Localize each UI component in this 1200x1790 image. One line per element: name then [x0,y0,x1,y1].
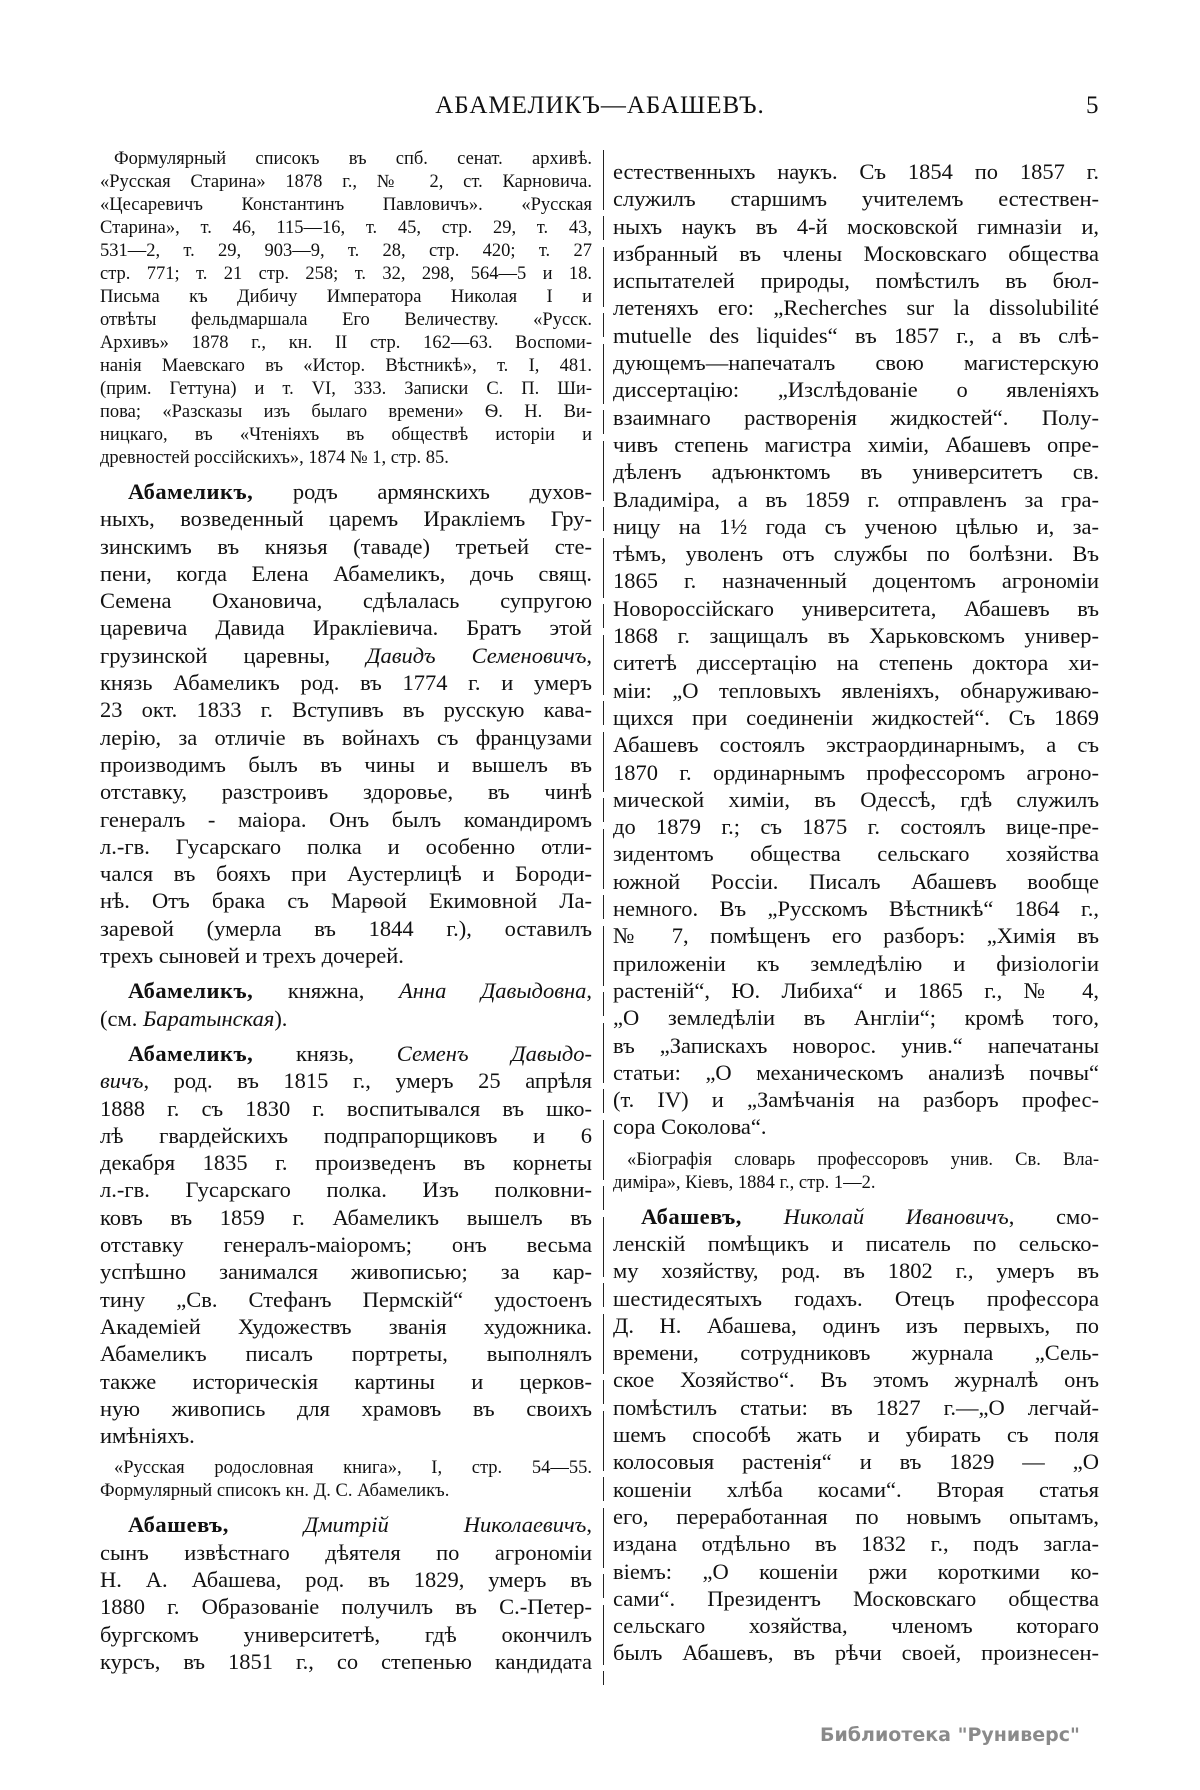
text-run: времени, сотрудниковъ журнала „Сель- [613,1340,1099,1366]
text-line [100,1176,592,1203]
text-run: царевича Давида Ираклiевича. Братъ этой [100,615,592,641]
text-line [613,622,1099,649]
text-line [100,1122,592,1149]
text-run: 1880 г. Образованіе получилъ въ С.-Петер- [100,1594,592,1620]
text-line [613,294,1099,321]
text-line [613,376,1099,403]
italic-name: вичъ [100,1068,144,1094]
text-run: віемъ: „О кошеніи ржи короткими ко- [613,1558,1099,1584]
text-line [100,887,592,914]
text-run: Старина», т. 46, 115—16, т. 45, стр. 29, т. 43, [100,218,592,238]
text-line [613,1639,1099,1666]
text-line [613,1394,1099,1421]
text-run: № 7, помѣщенъ его разборъ: „Химія въ [613,923,1099,949]
article-paragraph [613,1203,1099,1667]
text-line [100,332,592,355]
text-run: 1870 г. ординарнымъ профессоромъ агроно- [613,759,1099,785]
text-run: Новороссійскаго университета, Абашевъ въ [613,595,1099,621]
text-line [100,942,592,969]
text-run: его, переработанная по новымъ опытамъ, [613,1503,1099,1529]
text-run: отвѣты фельдмаршала Его Величеству. «Русск. [100,310,592,330]
text-run: избранный въ члены Московскаго общества [613,240,1099,266]
text-line [613,950,1099,977]
text-line [613,404,1099,431]
entry-headword: Абамеликъ, [128,479,254,504]
text-run: mutuelle des liquides“ въ 1857 г., а въ слѣ- [613,322,1099,348]
entry-headword: Абашевъ, [128,1512,229,1538]
text-line [100,1258,592,1285]
article-paragraph [100,1040,592,1449]
text-line [100,806,592,833]
text-run: Д. Н. Абашева, одинъ изъ первыхъ, по [613,1312,1099,1338]
text-run: издана отдѣльно въ 1832 г., подъ загла- [613,1531,1099,1557]
text-line [613,540,1099,567]
reference-note [100,1457,592,1503]
text-line [613,486,1099,513]
text-run: чался въ бояхъ при Аустерлицѣ и Бороди- [100,861,592,887]
text-line [613,1312,1099,1339]
text-line [100,505,592,532]
text-run: лѣ гвардейскихъ подпрапорщиковъ и 6 [100,1122,592,1148]
text-run: л.-гв. Гусарскаго полка и особенно отли- [100,833,592,859]
text-line [100,217,592,240]
text-line [100,1095,592,1122]
text-line [100,560,592,587]
text-line [100,1457,592,1480]
italic-name: Давидъ Семеновичъ [366,642,587,668]
page-header-title: АБАМЕЛИКЪ—АБАШЕВЪ. [435,92,765,119]
left-column [100,148,592,1675]
right-column [613,158,1099,1667]
text-line [613,922,1099,949]
text-line [100,587,592,614]
text-run: «Біографія словарь профессоровъ унив. Св. Вла- [627,1149,1099,1170]
text-run: нѣ. Отъ брака съ Марѳой Екимовной Ла- [100,888,592,914]
text-run: Академіей Художествъ званія художника. [100,1313,592,1339]
text-line [100,724,592,751]
text-run: сора Соколова“. [613,1114,767,1140]
text-run: въ „Запискахъ новорос. унив.“ напечатаны [613,1032,1099,1058]
text-line [100,1621,592,1648]
text-line [613,595,1099,622]
text-line [613,1612,1099,1639]
text-line [100,1648,592,1675]
italic-name: Семенъ Давыдо- [396,1040,592,1066]
text-run: Письма къ Дибичу Императора Николая I и [100,287,592,307]
text-line [613,895,1099,922]
text-run: бургскомъ университетѣ, гдѣ окончилъ [100,1621,592,1647]
text-run: до 1879 г.; съ 1875 г. состоялъ вице-пре- [613,814,1099,840]
entry-headword: Абамеликъ, [128,1040,254,1066]
column-divider [603,150,604,1685]
text-run: ). [274,1005,288,1031]
text-line [613,1585,1099,1612]
text-line [100,1040,592,1067]
text-line [613,567,1099,594]
text-line [100,751,592,778]
text-line [613,1113,1099,1140]
text-line [613,213,1099,240]
text-run: ское Хозяйство“. Въ этомъ журналѣ онъ [613,1367,1099,1393]
text-line [613,1421,1099,1448]
reference-note [100,148,592,470]
text-line [100,194,592,217]
text-line [100,355,592,378]
text-run: колосовыя растенія“ и въ 1829 — „О [613,1449,1099,1475]
text-line [100,1149,592,1176]
text-line [613,158,1099,185]
text-run: грузинской царевны, [100,642,367,668]
text-run: испытателей природы, помѣстилъ въ бюл- [613,268,1099,294]
italic-name: Дмитрій Николаевичъ [303,1512,587,1538]
text-run: (т. IV) и „Замѣчанія на разборъ профес- [613,1087,1099,1113]
text-line [100,1067,592,1094]
text-line [100,1511,592,1538]
text-line [100,1368,592,1395]
text-line [100,669,592,696]
text-line [613,1149,1099,1172]
text-run: нанія Маевскаго въ «Истор. Вѣстникѣ», т. I, 481. [100,356,592,376]
text-line [100,171,592,194]
entry-headword: Абашевъ, [641,1203,742,1229]
text-run: немного. Въ „Русскомъ Вѣстникѣ“ 1864 г., [613,896,1099,922]
text-line [100,1422,592,1449]
text-line [100,833,592,860]
text-run: шестидесятыхъ годахъ. Отецъ профессора [613,1285,1099,1311]
text-line [613,1086,1099,1113]
text-run: отставку генералъ-маіоромъ; онъ весьма [100,1232,592,1258]
text-line [613,677,1099,704]
text-run: „О земледѣліи въ Англіи“; кромѣ того, [613,1005,1099,1031]
library-watermark: Библиотека "Руниверс" [820,1724,1080,1746]
text-run: курсъ, въ 1851 г., со степенью кандидата [100,1648,592,1674]
text-run: Архивъ» 1878 г., кн. II стр. 162—63. Воспоми- [100,333,592,353]
text-line [613,759,1099,786]
text-line [613,731,1099,758]
text-run: сельскаго хозяйства, членомъ котораго [613,1613,1099,1639]
text-run: сами“. Президентъ Московскаго общества [613,1585,1099,1611]
text-run: Н. А. Абашева, род. въ 1829, умеръ въ [100,1566,592,1592]
text-line [613,704,1099,731]
text-run: пени, когда Елена Абамеликъ, дочь свящ. [100,560,592,586]
text-run: помѣстилъ статьи: въ 1827 г.—„О легчай- [613,1394,1099,1420]
text-line [613,185,1099,212]
text-line [613,1448,1099,1475]
text-line [613,786,1099,813]
text-line [613,322,1099,349]
text-line [613,431,1099,458]
text-run: князь Абамеликъ род. въ 1774 г. и умеръ [100,670,592,696]
text-run: декабря 1835 г. произведенъ въ корнеты [100,1150,592,1176]
text-line [100,148,592,171]
text-run: летеняхъ его: „Recherches sur la dissolubilité [613,295,1099,321]
text-line [100,1286,592,1313]
article-paragraph [100,977,592,1032]
text-run: трехъ сыновей и трехъ дочерей. [100,943,404,969]
text-run: былъ Абашевъ, въ рѣчи своей, произнесен- [613,1640,1099,1666]
text-run: ницу на 1½ года съ ученою цѣлью и, за- [613,513,1099,539]
text-run [742,1204,784,1229]
text-run: успѣшно занимался живописью; за кар- [100,1259,592,1285]
text-run: отставку, разстроивъ здоровье, въ чинѣ [100,779,592,805]
text-line [613,1230,1099,1257]
text-run: диссертацію: „Изслѣдованіе о явленіяхъ [613,377,1099,403]
text-line [613,1004,1099,1031]
text-run: естественныхъ наукъ. Съ 1854 по 1857 г. [613,159,1099,184]
text-run: кошеніи хлѣба косами“. Вторая статья [613,1476,1099,1502]
text-run: приложеніи къ земледѣлію и физіологіи [613,950,1099,976]
text-line [100,778,592,805]
text-run: Абашевъ состоялъ экстраординарнымъ, а съ [613,732,1099,758]
text-run: 1868 г. защищалъ въ Харьковскомъ универ- [613,623,1099,649]
text-line [613,1476,1099,1503]
text-run: , [586,642,593,668]
text-run: «Русская родословная книга», I, стр. 54—55. [114,1458,592,1479]
text-line [100,614,592,641]
text-line [100,860,592,887]
text-run: 1888 г. съ 1830 г. воспитывался въ шко- [100,1095,592,1121]
text-line [613,1558,1099,1585]
text-run: чивъ степень магистра химіи, Абашевъ опре- [613,431,1099,457]
text-run: растеній“, Ю. Либиха“ и 1865 г., № 4, [613,977,1099,1003]
text-run: диміра», Кіевъ, 1884 г., стр. 1—2. [613,1172,876,1193]
text-run: зидентомъ общества сельскаго хозяйства [613,841,1099,867]
text-line [613,1530,1099,1557]
text-run: , смо- [1008,1203,1100,1229]
reference-note [613,1149,1099,1195]
text-run: му хозяйству, род. въ 1802 г., умеръ въ [613,1258,1099,1284]
text-line [100,696,592,723]
text-line [100,1480,592,1503]
text-line [100,533,592,560]
text-line [613,349,1099,376]
text-run: 531—2, т. 29, 903—9, т. 28, стр. 420; т. 27 [100,241,592,261]
text-run: служилъ старшимъ учителемъ естествен- [613,186,1099,212]
text-run: (см. [100,1005,143,1031]
text-run: Семена Охановича, сдѣлалась супругою [100,588,592,614]
text-line [613,267,1099,294]
text-line [613,977,1099,1004]
text-run: княжна, [253,978,400,1004]
text-run: 1865 г. назначенный доцентомъ агрономіи [613,568,1099,594]
text-line [613,240,1099,267]
text-run: Формулярный списокъ въ спб. сенат. архивѣ. [114,149,592,169]
text-run: л.-гв. Гусарскаго полка. Изъ полковни- [100,1177,592,1203]
text-run: производимъ былъ въ чины и вышелъ въ [100,751,592,777]
text-line [100,447,592,470]
text-run: ковъ въ 1859 г. Абамеликъ вышелъ въ [100,1204,592,1230]
text-line [100,1566,592,1593]
text-line [613,1032,1099,1059]
text-line [613,1366,1099,1393]
text-run: ныхъ наукъ въ 4-й московской гимназіи и, [613,213,1099,239]
text-line [100,240,592,263]
text-run: князь, [253,1040,397,1066]
text-run: пова; «Разсказы изъ былаго времени» Ѳ. Н. Ви- [100,402,592,422]
text-run: заревой (умерла въ 1844 г.), оставилъ [100,915,592,941]
text-line [613,1203,1099,1230]
text-run: древностей россійскихъ», 1874 № 1, стр. 85. [100,448,449,468]
text-line [613,1503,1099,1530]
text-run: Владиміра, а въ 1859 г. отправленъ за гра- [613,486,1099,512]
text-run: ленскій помѣщикъ и писатель по сельско- [613,1230,1099,1256]
text-run: родъ армянскихъ духов- [253,479,592,504]
text-run: южной Россіи. Писалъ Абашевъ вообще [613,868,1099,894]
text-line [100,401,592,424]
text-run: «Русская Старина» 1878 г., № 2, ст. Карновича. [100,172,592,192]
text-run: (прим. Геттуна) и т. VI, 333. Записки С. П. Ши- [100,379,592,399]
text-line [613,868,1099,895]
text-run: зинскимъ въ князья (таваде) третьей сте- [100,533,592,559]
text-line [613,813,1099,840]
text-run: , [586,1512,592,1538]
text-line [613,1339,1099,1366]
text-run: щихся при соединеніи жидкостей“. Съ 1869 [613,704,1099,730]
text-run: дующемъ—напечаталъ свою магистерскую [613,350,1099,376]
text-line [100,424,592,447]
text-run: тину „Св. Стефанъ Пермскій“ удостоенъ [100,1286,592,1312]
text-run: 23 окт. 1833 г. Вступивъ въ русскую кава- [100,697,592,723]
text-line [100,378,592,401]
text-line [613,458,1099,485]
text-line [100,642,592,669]
text-line [100,309,592,332]
text-line [613,513,1099,540]
text-line [100,1395,592,1422]
text-line [100,478,592,505]
text-line [100,977,592,1004]
text-run: сынъ извѣстнаго дѣятеля по агрономіи [100,1539,592,1565]
article-paragraph [100,1511,592,1675]
italic-name: Баратынская [142,1005,275,1031]
text-run: Формулярный списокъ кн. Д. С. Абамеликъ. [100,1481,450,1502]
text-run: ницкаго, въ «Чтеніяхъ въ обществѣ исторіи и [100,425,592,445]
text-run: , род. въ 1815 г., умеръ 25 апрѣля [143,1068,592,1094]
text-line [100,1340,592,1367]
text-run: Абамеликъ писалъ портреты, выполнялъ [100,1341,592,1367]
text-run: «Цесаревичъ Константинъ Павловичъ». «Русская [100,195,592,215]
italic-name: Анна Давыдовна [399,978,587,1004]
text-line [100,1593,592,1620]
text-run: шемъ способѣ жать и убирать съ поля [613,1422,1099,1448]
text-run: ситетѣ диссертацію на степень доктора хи- [613,650,1099,676]
page-number: 5 [1086,92,1099,119]
text-line [613,1172,1099,1195]
text-run: имѣніяхъ. [100,1423,195,1449]
text-line [613,1257,1099,1284]
text-line [100,286,592,309]
text-run: мической химіи, въ Одессѣ, гдѣ служилъ [613,786,1099,812]
text-run: , [586,978,592,1004]
entry-headword: Абамеликъ, [128,978,254,1004]
text-line [613,649,1099,676]
text-run: взаимнаго растворенія жидкостей“. Полу- [613,404,1099,430]
text-line [100,1005,592,1032]
text-line [100,1204,592,1231]
text-run: ныхъ, возведенный царемъ Иракліемъ Гру- [100,506,592,532]
text-run: лерію, за отличіе въ войнахъ съ французами [100,724,592,750]
italic-name: Николай Ивановичъ [783,1203,1009,1229]
text-line [100,1313,592,1340]
text-run: генералъ - маіора. Онъ былъ командиромъ [100,806,592,832]
text-run: статьи: „О механическомъ анализѣ почвы“ [613,1059,1099,1085]
text-line [100,1539,592,1566]
text-run: стр. 771; т. 21 стр. 258; т. 32, 298, 564—5 и 18. [100,264,592,284]
text-run: тѣмъ, уволенъ отъ службы по болѣзни. Въ [613,541,1099,567]
text-line [613,840,1099,867]
text-line [100,263,592,286]
text-line [613,1059,1099,1086]
text-run: дѣленъ адъюнктомъ въ университетъ св. [613,459,1099,485]
text-run: міи: „О тепловыхъ явленіяхъ, обнаруживаю- [613,677,1099,703]
text-line [100,1231,592,1258]
text-run: также историческія картины и церков- [100,1368,592,1394]
text-line [613,1285,1099,1312]
text-run: ную живопись для храмовъ въ своихъ [100,1395,592,1421]
article-paragraph [613,158,1099,1141]
article-paragraph [100,478,592,969]
text-line [100,915,592,942]
text-run [229,1512,304,1537]
